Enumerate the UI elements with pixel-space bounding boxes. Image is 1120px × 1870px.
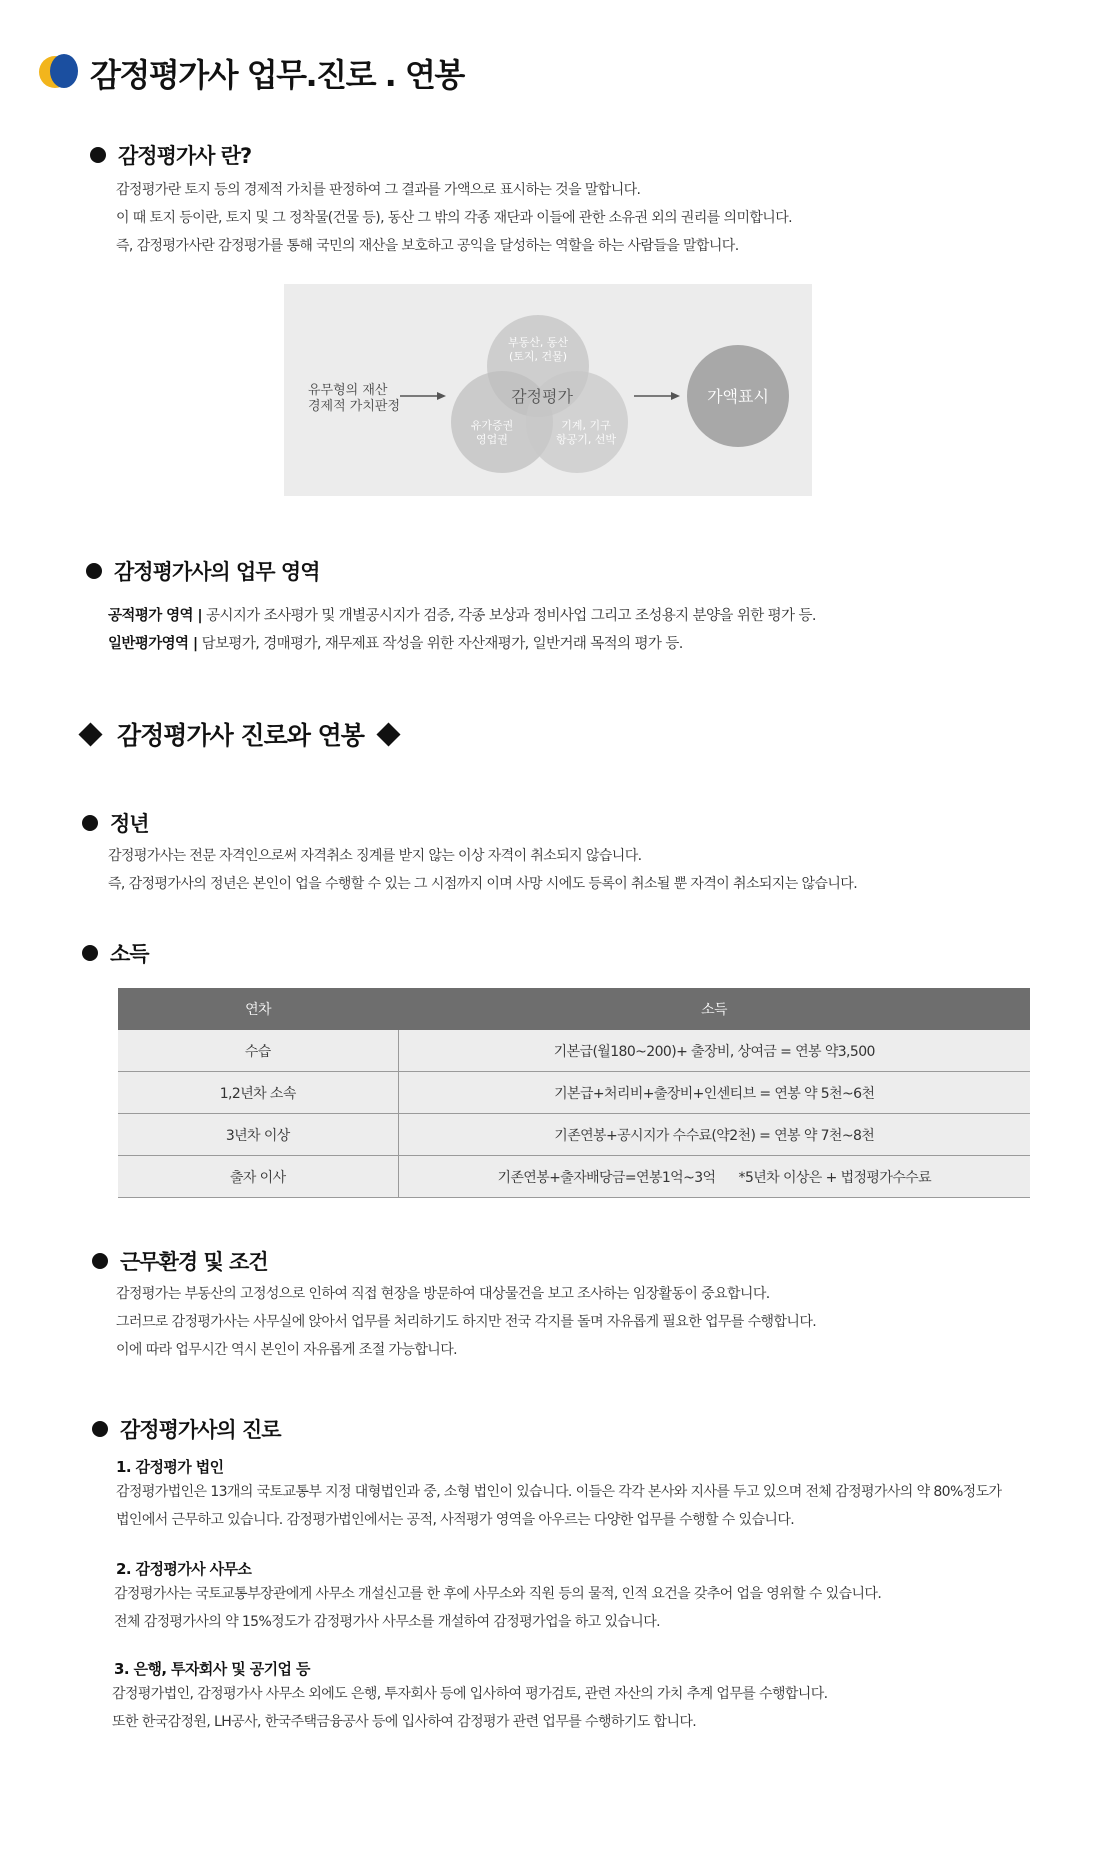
diamond-icon — [376, 722, 400, 746]
retire-paragraph — [108, 842, 857, 898]
career-title-text: 감정평가사 진로와 연봉 — [117, 721, 364, 750]
bullet-icon — [82, 945, 98, 961]
diamond-icon — [78, 722, 102, 746]
table-cell-year: 1,2년차 소속 — [118, 1072, 398, 1114]
heading-text: 정년 — [110, 812, 149, 836]
text-line: 이 때 토지 등이란, 토지 및 그 정착물(건물 등), 동산 그 밖의 각종 재단과 이들에 관한 소유권 외의 권리를 의미합니다. — [116, 210, 793, 226]
heading-text: 감정평가사 란? — [118, 144, 252, 168]
section-heading-env — [92, 1246, 268, 1276]
text-line: 즉, 감정평가사란 감정평가를 통해 국민의 재산을 보호하고 공익을 달성하는 역할을 하는 사람들을 말합니다. — [116, 238, 739, 254]
logo-icon — [38, 52, 82, 96]
diagram-br-line2: 항공기, 선박 — [555, 433, 617, 446]
table-cell-income: 기본급+처리비+출장비+인센티브 = 연봉 약 5천~6천 — [398, 1072, 1030, 1114]
section-heading-path — [92, 1414, 281, 1444]
path-item-text — [112, 1680, 828, 1736]
heading-text: 감정평가사의 업무 영역 — [114, 560, 320, 584]
bullet-icon — [90, 147, 106, 163]
diagram-top-line2: (토지, 건물) — [508, 350, 568, 363]
diagram-left-line1: 유무형의 재산 — [308, 383, 388, 398]
table-row — [118, 1156, 1030, 1198]
table-cell-income: 기존연봉+공시지가 수수료(약2천) = 연봉 약 7천~8천 — [398, 1114, 1030, 1156]
section-heading-about — [90, 140, 251, 170]
section-heading-work — [86, 556, 319, 586]
text-line: 이에 따라 업무시간 역시 본인이 자유롭게 조절 가능합니다. — [116, 1342, 457, 1358]
table-cell-year: 수습 — [118, 1030, 398, 1072]
section-heading-retire — [82, 808, 149, 838]
text-line: 즉, 감정평가사의 정년은 본인이 업을 수행할 수 있는 그 시점까지 이며 사망 시에도 등록이 취소될 뿐 자격이 취소되지는 않습니다. — [108, 876, 858, 892]
path-item-text — [114, 1580, 881, 1636]
section-heading-income — [82, 938, 149, 968]
diagram-left-line2: 경제적 가치판정 — [308, 399, 401, 414]
diagram-center: 감정평가 — [511, 387, 573, 406]
path-item-title: 3. 은행, 투자회사 및 공기업 등 — [114, 1660, 310, 1678]
work-paragraph — [108, 602, 816, 658]
income-table — [118, 988, 1030, 1198]
table-cell-income: 기존연봉+출자배당금=연봉1억~3억 *5년차 이상은 + 법정평가수수료 — [398, 1156, 1030, 1198]
text-line: 감정평가법인, 감정평가사 사무소 외에도 은행, 투자회사 등에 입사하여 평가검토, 관련 자산의 가치 추계 업무를 수행합니다. — [112, 1686, 828, 1702]
text-line: 법인에서 근무하고 있습니다. 감정평가법인에서는 공적, 사적평가 영역을 아우르는 다양한 업무를 수행할 수 있습니다. — [116, 1512, 795, 1528]
diagram-bl-line2: 영업권 — [476, 433, 508, 446]
work-item-label: 공적평가 영역 | — [108, 608, 203, 624]
heading-text: 감정평가사의 진로 — [120, 1418, 281, 1442]
table-cell-year: 출자 이사 — [118, 1156, 398, 1198]
appraisal-diagram — [284, 284, 812, 496]
heading-text: 소득 — [110, 942, 149, 966]
bullet-icon — [92, 1421, 108, 1437]
text-line: 감정평가란 토지 등의 경제적 가치를 판정하여 그 결과를 가액으로 표시하는 것을 말합니다. — [116, 182, 641, 198]
table-row — [118, 1114, 1030, 1156]
table-header-cell: 소득 — [398, 988, 1030, 1030]
table-header-cell: 연차 — [118, 988, 398, 1030]
text-line: 감정평가법인은 13개의 국토교통부 지정 대형법인과 중, 소형 법인이 있습니다. 이들은 각각 본사와 지사를 두고 있으며 전체 감정평가사의 약 80%정도가 — [116, 1484, 1002, 1500]
env-paragraph — [116, 1280, 816, 1364]
about-paragraph — [116, 176, 792, 260]
page-title: 감정평가사 업무.진로 . 연봉 — [90, 56, 464, 94]
table-cell-year: 3년차 이상 — [118, 1114, 398, 1156]
path-item-title: 2. 감정평가사 사무소 — [116, 1560, 252, 1578]
diagram-result: 가액표시 — [707, 387, 769, 406]
diagram-top-line1: 부동산, 동산 — [507, 336, 569, 349]
work-item-text: 공시지가 조사평가 및 개별공시지가 검증, 각종 보상과 정비사업 그리고 조성용지 분양을 위한 평가 등. — [202, 608, 816, 624]
work-item — [108, 602, 816, 630]
table-header-row — [118, 988, 1030, 1030]
table-cell-income: 기본급(월180~200)+ 출장비, 상여금 = 연봉 약3,500 — [398, 1030, 1030, 1072]
work-item-label: 일반평가영역 | — [108, 636, 198, 652]
bullet-icon — [82, 815, 98, 831]
work-item — [108, 630, 816, 658]
text-line: 그러므로 감정평가사는 사무실에 앉아서 업무를 처리하기도 하지만 전국 각지를 돌며 자유롭게 필요한 업무를 수행합니다. — [116, 1314, 817, 1330]
path-item-title: 1. 감정평가 법인 — [116, 1458, 224, 1476]
text-line: 감정평가사는 국토교통부장관에게 사무소 개설신고를 한 후에 사무소와 직원 등의 물적, 인적 요건을 갖추어 업을 영위할 수 있습니다. — [114, 1586, 882, 1602]
bullet-icon — [92, 1253, 108, 1269]
bullet-icon — [86, 563, 102, 579]
diagram-bl-line1: 유가증권 — [470, 419, 514, 432]
work-item-text: 담보평가, 경매평가, 재무제표 작성을 위한 자산재평가, 일반거래 목적의 평가 등. — [197, 636, 683, 652]
text-line: 감정평가는 부동산의 고정성으로 인하여 직접 현장을 방문하여 대상물건을 보고 조사하는 임장활동이 중요합니다. — [116, 1286, 770, 1302]
table-row — [118, 1030, 1030, 1072]
text-line: 감정평가사는 전문 자격인으로써 자격취소 징계를 받지 않는 이상 자격이 취소되지 않습니다. — [108, 848, 642, 864]
heading-text: 근무환경 및 조건 — [120, 1250, 268, 1274]
career-section-title — [82, 716, 397, 752]
text-line: 전체 감정평가사의 약 15%정도가 감정평가사 사무소를 개설하여 감정평가업을 하고 있습니다. — [114, 1614, 661, 1630]
diagram-br-line1: 기계, 기구 — [561, 419, 611, 432]
text-line: 또한 한국감정원, LH공사, 한국주택금융공사 등에 입사하여 감정평가 관련 업무를 수행하기도 합니다. — [112, 1714, 697, 1730]
path-item-text — [116, 1478, 1001, 1534]
table-row — [118, 1072, 1030, 1114]
